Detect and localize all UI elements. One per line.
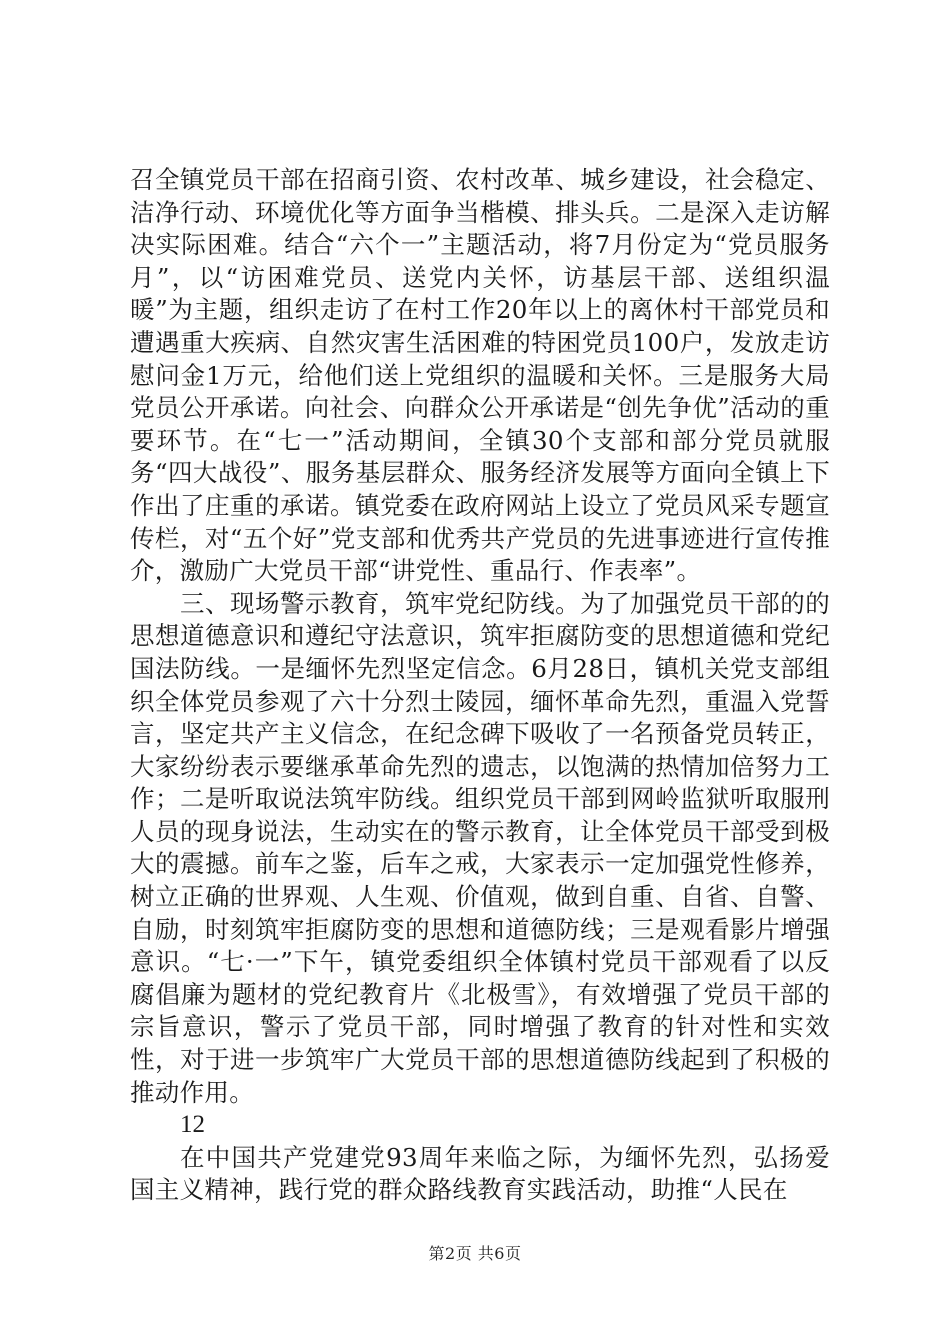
paragraph-section-three: 三、现场警示教育，筑牢党纪防线。为了加强党员干部的的思想道德意识和遵纪守法意识，筑牢拒腐防变的思想道德和党纪国法防线。一是缅怀先烈坚定信念。6月28日，镇机关党支部组织全体党员参观了六十分烈士陵园，缅怀革命先烈，重温入党誓言，坚定共产主义信念，在纪念碑下吸收了一名预备党员转正，大家纷纷表示要继承革命先烈的遗志，以饱满的热情加倍努力工作；二是听取说法筑牢防线。组织党员干部到网岭监狱听取服刑人员的现身说法，生动实在的警示教育，让全体党员干部受到极大的震撼。前车之鉴，后车之戒，大家表示一定加强党性修养，树立正确的世界观、人生观、价值观，做到自重、自省、自警、自励，时刻筑牢拒腐防变的思想和道德防线；三是观看影片增强意识。“七·一”下午，镇党委组织全体镇村党员干部观看了以反腐倡廉为题材的党纪教育片《北极雪》，有效增强了党员干部的宗旨意识，警示了党员干部，同时增强了教育的针对性和实效性，对于进一步筑牢广大党员干部的思想道德防线起到了积极的推动作用。 (130, 588, 830, 1107)
page-footer: 第2页 共6页 (428, 1244, 522, 1263)
document-body (130, 164, 830, 1207)
section-number: 12 (180, 1111, 205, 1139)
paragraph-continuation: 召全镇党员干部在招商引资、农村改革、城乡建设，社会稳定、洁净行动、环境优化等方面争当楷模、排头兵。二是深入走访解决实际困难。结合“六个一”主题活动，将7月份定为“党员服务月”，以“访困难党员、送党内关怀，访基层干部、送组织温暖”为主题，组织走访了在村工作20年以上的离休村干部党员和遭遇重大疾病、自然灾害生活困难的特困党员100户，发放走访慰问金1万元，给他们送上党组织的温暖和关怀。三是服务大局党员公开承诺。向社会、向群众公开承诺是“创先争优”活动的重要环节。在“七一”活动期间，全镇30个支部和部分党员就服务“四大战役”、服务基层群众、服务经济发展等方面向全镇上下作出了庄重的承诺。镇党委在政府网站上设立了党员风采专题宣传栏，对“五个好”党支部和优秀共产党员的先进事迹进行宣传推介，激励广大党员干部“讲党性、重品行、作表率”。 (130, 165, 830, 586)
paragraph-intro: 在中国共产党建党93周年来临之际，为缅怀先烈，弘扬爱国主义精神，践行党的群众路线教育实践活动，助推“人民在 (130, 1142, 830, 1205)
